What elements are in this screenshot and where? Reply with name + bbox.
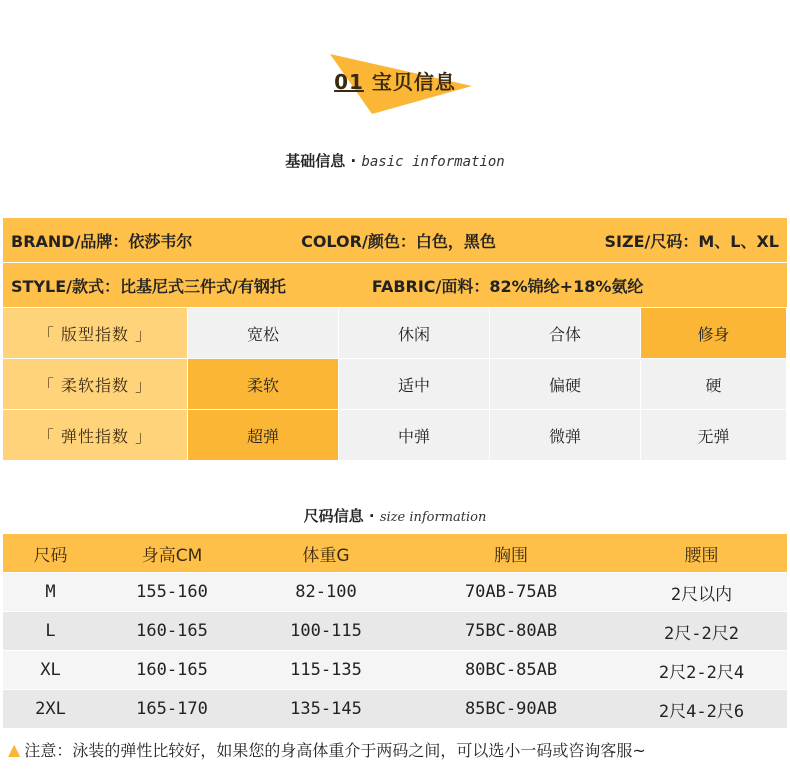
index-option-selected: 柔软	[188, 359, 338, 409]
size-subtitle-en: size information	[379, 510, 487, 525]
table-row	[3, 573, 787, 611]
table-cell: 160-165	[136, 660, 208, 680]
section-title-text: 宝贝信息	[371, 70, 456, 94]
info-bar-2	[3, 263, 787, 307]
size-text: SIZE/尺码：M、L、XL	[604, 231, 779, 251]
column-header: 尺码	[33, 545, 68, 566]
table-cell: L	[45, 621, 56, 641]
table-row	[3, 651, 787, 689]
section-header	[0, 46, 790, 116]
table-cell: 85BC-90AB	[464, 699, 558, 719]
index-option: 硬	[641, 359, 786, 409]
table-cell: M	[45, 582, 56, 602]
color-text: COLOR/颜色：白色，黑色	[301, 231, 496, 251]
index-option: 合体	[490, 308, 640, 358]
basic-info-table	[3, 218, 787, 461]
table-cell: 82-100	[295, 582, 357, 602]
column-header: 身高CM	[141, 545, 203, 566]
table-cell: 115-135	[290, 660, 362, 680]
table-cell: 100-115	[290, 621, 362, 641]
warning-triangle-icon: ▲	[8, 740, 21, 759]
index-row-fit	[3, 308, 787, 358]
index-label: 「 柔软指数 」	[3, 359, 187, 409]
size-subtitle-cn: 尺码信息	[303, 507, 364, 525]
table-cell: 75BC-80AB	[464, 621, 558, 641]
fabric-text: FABRIC/面料：82%锦纶+18%氨纶	[371, 276, 644, 296]
section-number: 01	[334, 70, 364, 94]
style-text: STYLE/款式：比基尼式三件式/有钢托	[11, 276, 286, 296]
column-header: 体重G	[302, 545, 350, 566]
index-row-elasticity	[3, 410, 787, 460]
index-label: 「 弹性指数 」	[3, 410, 187, 460]
section-title	[0, 66, 790, 95]
index-option: 偏硬	[490, 359, 640, 409]
index-row-softness	[3, 359, 787, 409]
table-cell: 2尺4-2尺6	[658, 701, 745, 722]
size-note	[8, 738, 788, 761]
table-cell: 2尺以内	[670, 584, 733, 605]
index-option: 休闲	[339, 308, 489, 358]
table-cell: 2尺2-2尺4	[658, 662, 745, 683]
table-cell: 70AB-75AB	[464, 582, 558, 602]
table-cell: 2XL	[35, 699, 66, 719]
basic-subtitle-dot: ·	[350, 152, 357, 170]
table-cell: 160-165	[136, 621, 208, 641]
basic-subtitle-cn: 基础信息	[285, 152, 346, 170]
index-option: 宽松	[188, 308, 338, 358]
size-table-header	[3, 534, 787, 572]
table-row	[3, 612, 787, 650]
index-option: 微弹	[490, 410, 640, 460]
column-header: 腰围	[684, 545, 719, 566]
table-cell: XL	[40, 660, 61, 680]
info-bar-1	[3, 218, 787, 262]
table-cell: 135-145	[290, 699, 362, 719]
size-table	[3, 534, 787, 729]
note-text: 注意：泳装的弹性比较好，如果您的身高体重介于两码之间，可以选小一码或咨询客服~	[24, 741, 646, 760]
index-option: 中弹	[339, 410, 489, 460]
index-option-selected: 修身	[641, 308, 786, 358]
size-subtitle-dot: ·	[368, 507, 375, 525]
basic-info-subtitle	[0, 150, 790, 171]
table-row	[3, 690, 787, 728]
table-cell: 165-170	[136, 699, 208, 719]
table-cell: 80BC-85AB	[464, 660, 558, 680]
column-header: 胸围	[494, 545, 528, 566]
index-option: 无弹	[641, 410, 786, 460]
index-label: 「 版型指数 」	[3, 308, 187, 358]
index-option: 适中	[339, 359, 489, 409]
brand-text: BRAND/品牌：依莎韦尔	[11, 231, 193, 251]
basic-subtitle-en: basic information	[361, 154, 505, 170]
index-option-selected: 超弹	[188, 410, 338, 460]
table-cell: 155-160	[136, 582, 208, 602]
table-cell: 2尺-2尺2	[664, 623, 739, 644]
size-info-subtitle	[0, 505, 790, 526]
